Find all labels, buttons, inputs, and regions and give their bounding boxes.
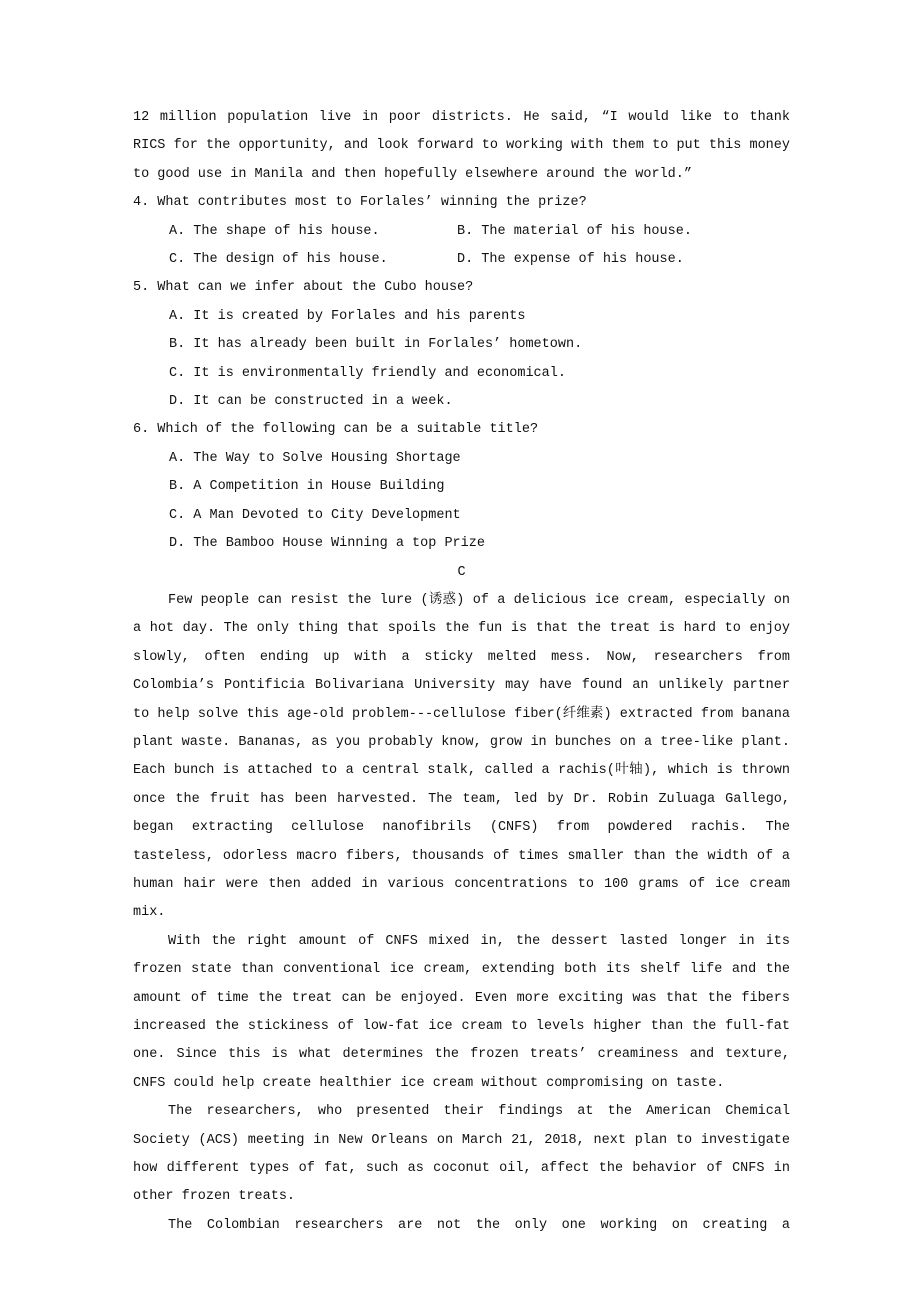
lead-paragraph: 12 million population live in poor districts. He said, “I would like to thank RICS for the opportunity, and look forward to working with them to put this money to good use in Manila and then hopefully elsewhere around the world.” <box>133 110 790 182</box>
passage-paragraph-3: The researchers, who presented their findings at the American Chemical Society (ACS) meeting in New Orleans on March 21, 2018, next plan to investigate how different types of fat, such as coconut oil, affect the behavior of CNFS in other frozen treats. <box>133 1104 790 1205</box>
option-a: A. The shape of his house. <box>169 223 380 239</box>
option-d: D. The Bamboo House Winning a top Prize <box>169 536 485 552</box>
section-c-heading: C <box>457 564 466 580</box>
passage-paragraph-4: The Colombian researchers are not the only one working on creating a <box>168 1217 790 1233</box>
question-5-text: 5. What can we infer about the Cubo house? <box>133 280 474 296</box>
passage-paragraph-1: Few people can resist the lure (诱惑) of a delicious ice cream, especially on a hot day. The only thing that spoils the fun is that the treat is hard to enjoy slowly, often ending up with a sticky melted mess. Now, researchers from Colombia’s Pontificia Bolivariana University may have found an unlikely partner to help solve this age-old problem---cellulose fiber(纤维素) extracted from banana plant waste. Bananas, as you probably know, grow in bunches on a tree-like plant. Each bunch is attached to a central stalk, called a rachis(叶轴), which is thrown once the fruit has been harvested. The team, led by Dr. Robin Zuluaga Gallego, began extracting cellulose nanofibrils (CNFS) from powdered rachis. The tasteless, odorless macro fibers, thousands of times smaller than the width of a human hair were then added in various concentrations to 100 grams of ice cream mix. <box>133 592 790 921</box>
option-b: B. A Competition in House Building <box>169 479 445 495</box>
option-b: B. The material of his house. <box>457 223 692 239</box>
option-b: B. It has already been built in Forlales’ hometown. <box>169 337 583 353</box>
question-5 <box>133 274 790 416</box>
question-4-text: 4. What contributes most to Forlales’ winning the prize? <box>133 195 587 211</box>
option-a: A. It is created by Forlales and his parents <box>169 308 526 324</box>
option-c: C. It is environmentally friendly and economical. <box>169 365 566 381</box>
question-6-text: 6. Which of the following can be a suitable title? <box>133 422 539 438</box>
option-d: D. It can be constructed in a week. <box>169 394 453 410</box>
question-4 <box>133 189 790 274</box>
question-4-options <box>133 218 790 275</box>
option-d: D. The expense of his house. <box>457 252 684 268</box>
passage-paragraph-2: With the right amount of CNFS mixed in, the dessert lasted longer in its frozen state than conventional ice cream, extending both its shelf life and the amount of time the treat can be enjoyed. Even more exciting was that the fibers increased the stickiness of low-fat ice cream to levels higher than the full-fat one. Since this is what determines the frozen treats’ creaminess and texture, CNFS could help create healthier ice cream without compromising on taste. <box>133 933 790 1091</box>
option-a: A. The Way to Solve Housing Shortage <box>169 450 461 466</box>
option-c: C. A Man Devoted to City Development <box>169 507 461 523</box>
option-c: C. The design of his house. <box>169 252 388 268</box>
question-6 <box>133 416 790 558</box>
